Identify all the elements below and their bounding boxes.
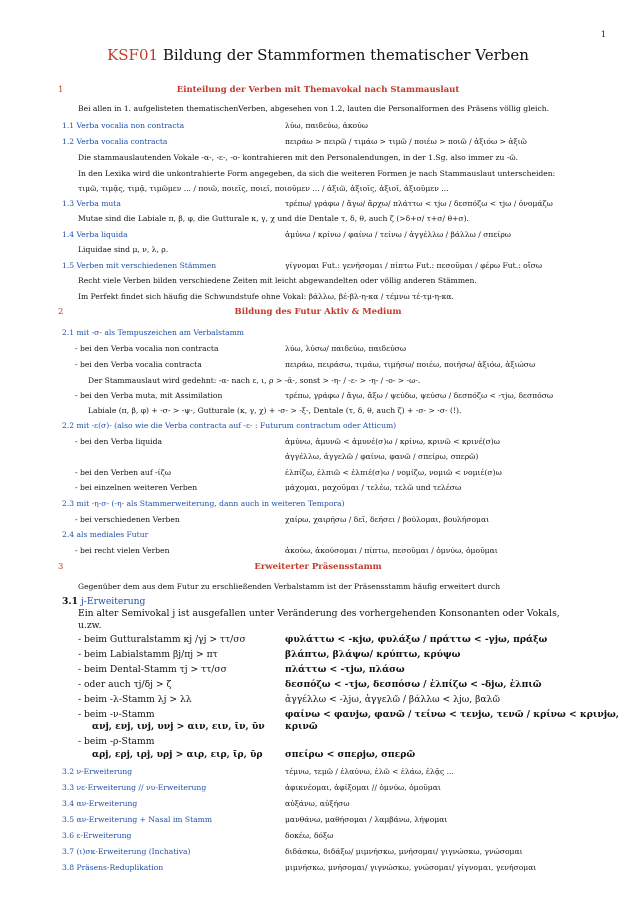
row-2-3a-label: - bei verschiedenen Verben <box>75 515 180 524</box>
section-2-number: 2 <box>58 307 64 317</box>
row-2-2c-label: - bei einzelnen weiteren Verben <box>75 483 198 492</box>
row-1-4-note: Liquidae sind μ, ν, λ, ρ. <box>78 245 169 254</box>
row-2-3-label: 2.3 mit -η-σ- (-η- als Stammerweiterung, dann auch in weiteren Tempora) <box>62 499 345 508</box>
row-3-2-label: 3.2 ν-Erweiterung <box>62 767 133 776</box>
row-2-3a-example: χαίρω, χαιρήσω / δεῖ, δεήσει / βούλομαι, βουλήσομαι <box>285 515 490 524</box>
subsection-3-1-title: j-Erweiterung <box>80 596 146 607</box>
row-3-1d-example: δεσπόζω < -τjω, δεσπόσω / ἐλπίζω < -δjω, ἐλπιῶ <box>285 679 542 690</box>
row-1-2-note-3: τιμῶ, τιμᾷς, τιμᾷ, τιμῶμεν ... / ποιῶ, ποιεῖς, ποιεῖ, ποιοῦμεν ... / ἀξιῶ, ἀξιοῖς, ἀξιοῖ, ἀξιοῦμεν ... <box>78 184 449 193</box>
document-title <box>0 46 636 64</box>
subsection-3-1-number: 3.1 <box>62 596 78 607</box>
row-3-1e-label: - beim -λ-Stamm λj > λλ <box>78 694 192 705</box>
row-3-5-label: 3.5 αν-Erweiterung + Nasal im Stamm <box>62 815 213 824</box>
row-2-1a-example: λύω, λύσω/ παιδεύω, παιδεύσω <box>285 344 407 353</box>
subsection-3-1-desc-2: u.zw. <box>78 620 102 631</box>
row-3-4-example: αὐξάνω, αὐξήσω <box>285 799 350 808</box>
section-3-number: 3 <box>58 562 64 572</box>
row-2-2a-example: ἀμύνω, ἀμυνῶ < ἀμυνέ(σ)ω / κρίνω, κρινῶ < κρινέ(σ)ω <box>285 437 500 446</box>
row-1-5-note-2: Im Perfekt findet sich häufig die Schwundstufe ohne Vokal: βάλλω, βέ-βλ-η-κα / τέμνω τέ-τμ-η-κα. <box>78 292 454 301</box>
row-3-1b-example: βλάπτω, βλάψω/ κρύπτω, κρύψω <box>285 649 461 660</box>
row-3-5-example: μανθάνω, μαθήσομαι / λαμβάνω, λήψομαι <box>285 815 448 824</box>
row-1-3-note: Mutae sind die Labiale π, β, φ, die Gutturale κ, γ, χ und die Dentale τ, δ, θ, auch ζ (>δ+σ/ τ+σ/ θ+σ). <box>78 214 469 223</box>
subsection-3-1-desc-1: Ein alter Semivokal j ist ausgefallen unter Veränderung des vorhergehenden Konsonanten oder Vokals, <box>78 608 560 619</box>
row-3-1c-label: - beim Dental-Stamm τj > ττ/σσ <box>78 664 227 675</box>
row-2-1c-note: Labiale (π, β, φ) + -σ- > -ψ-, Gutturale (κ, γ, χ) + -σ- > -ξ-, Dentale (τ, δ, θ, auch ζ) + -σ- > -σ- (!). <box>88 406 462 415</box>
row-1-4-example: ἀμύνω / κρίνω / φαίνω / τείνω / ἀγγέλλω / βάλλω / σπείρω <box>285 230 511 239</box>
section-1-number: 1 <box>58 85 64 95</box>
row-2-1b-note: Der Stammauslaut wird gedehnt: -α- nach ε, ι, ρ > -ᾱ-, sonst > -η- / -ε- > -η- / -ο- > -ω-. <box>88 376 421 385</box>
row-2-1c-label: - bei den Verba muta, mit Assimilation <box>75 391 223 400</box>
title-text: Bildung der Stammformen thematischer Verben <box>162 46 529 64</box>
row-1-4-label: 1.4 Verba liquida <box>62 230 128 239</box>
row-1-5-example: γίγνομαι Fut.: γενήσομαι / πίπτω Fut.: πεσοῦμαι / φέρω Fut.: οἴσω <box>285 261 543 270</box>
row-1-2-note-1: Die stammauslautenden Vokale -α-, -ε-, -ο- kontrahieren mit den Personalendungen, in der 1.Sg. also immer zu -ῶ. <box>78 153 519 162</box>
row-3-2-example: τέμνω, τεμῶ / ἐλαύνω, ἐλῶ < ἐλάω, ἐλᾷς ... <box>285 767 454 776</box>
section-2-heading: Bildung des Futur Aktiv & Medium <box>234 307 402 317</box>
row-2-2a-example-cont: ἀγγέλλω, ἀγγελῶ / φαίνω, φανῶ / σπείρω, σπερῶ) <box>285 452 479 461</box>
row-1-2-label: 1.2 Verba vocalia contracta <box>62 137 168 146</box>
section-3-heading: Erweiterter Präsensstamm <box>254 562 382 572</box>
row-3-1f-example: φαίνω < φανjω, φανῶ / τείνω < τενjω, τενῶ / κρίνω < κρινjω, <box>285 709 619 720</box>
row-2-2b-example: ἐλπίζω, ἐλπιῶ < ἐλπιέ(σ)ω / νομίζω, νομιῶ < νομιέ(σ)ω <box>285 468 502 477</box>
row-2-2b-label: - bei den Verben auf -ίζω <box>75 468 171 477</box>
title-code: KSF01 <box>107 46 159 64</box>
section-1-intro: Bei allen in 1. aufgelisteten thematischenVerben, abgesehen von 1.2, lauten die Personalformen des Präsens völlig gleich. <box>78 104 550 113</box>
row-3-1c-example: πλάττω < -τjω, πλάσω <box>285 664 405 675</box>
row-2-2c-example: μάχομαι, μαχοῦμαι / τελέω, τελῶ und τελέσω <box>285 483 462 492</box>
row-3-1f-rule: ανj, ενj, ινj, υνj > αιν, ειν, ῑν, ῡν <box>92 721 265 732</box>
row-2-2a-label: - bei den Verba liquida <box>75 437 162 446</box>
row-3-8-example: μιμνήσκω, μνήσομαι/ γιγνώσκω, γνώσομαι/ γίγνομαι, γενήσομαι <box>285 863 537 872</box>
row-3-8-label: 3.8 Präsens-Reduplikation <box>62 863 164 872</box>
page-number: 1 <box>600 30 606 39</box>
row-1-5-note-1: Recht viele Verben bilden verschiedene Zeiten mit leicht abgewandelten oder völlig anderen Stämmen. <box>78 276 477 285</box>
row-3-1a-example: φυλάττω < -κjω, φυλάξω / πράττω < -γjω, πράξω <box>285 634 548 645</box>
row-3-1g-rule: αρj, ερj, ιρj, υρj > αιρ, ειρ, ῑρ, ῡρ <box>92 749 263 760</box>
row-3-1f-label: - beim -ν-Stamm <box>78 709 155 720</box>
row-3-7-example: διδάσκω, διδάξω/ μιμνήσκω, μνήσομαι/ γιγνώσκω, γνώσομαι <box>285 847 523 856</box>
row-1-3-label: 1.3 Verba muta <box>62 199 121 208</box>
row-3-1f-example-cont: κρινῶ <box>285 721 318 732</box>
row-3-4-label: 3.4 αν-Erweiterung <box>62 799 138 808</box>
row-3-1g-example: σπείρω < σπερjω, σπερῶ <box>285 749 416 760</box>
row-2-1c-example: τρέπω, γράφω / ἄγω, ἄξω / ψεύδω, ψεύσω / δεσπόζω < -τjω, δεσπόσω <box>285 391 554 400</box>
row-2-4a-example: ἀκούω, ἀκούσομαι / πίπτω, πεσοῦμαι / ὀμνύω, ὀμοῦμαι <box>285 546 498 555</box>
row-2-4a-label: - bei recht vielen Verben <box>75 546 170 555</box>
row-2-1b-example: πειράω, πειράσω, τιμάω, τιμήσω/ ποιέω, ποιήσω/ ἀξιόω, ἀξιώσω <box>285 360 536 369</box>
row-1-1-label: 1.1 Verba vocalia non contracta <box>62 121 185 130</box>
subsection-3-1-heading <box>62 596 145 607</box>
row-3-1d-label: - oder auch τj/δj > ζ <box>78 679 172 690</box>
row-3-6-example: δοκέω, δόξω <box>285 831 334 840</box>
row-3-1e-example: ἀγγέλλω < -λjω, ἀγγελῶ / βάλλω < λjω, βαλῶ <box>285 694 500 705</box>
row-3-3-label: 3.3 νε-Erweiterung // νυ-Erweiterung <box>62 783 207 792</box>
row-2-1-label: 2.1 mit -σ- als Tempuszeichen am Verbalstamm <box>62 328 245 337</box>
row-1-2-example: πειράω > πειρῶ / τιμάω > τιμῶ / ποιέω > ποιῶ / ἀξιόω > ἀξιῶ <box>285 137 527 146</box>
row-3-1g-label: - beim -ρ-Stamm <box>78 736 155 747</box>
section-3-intro: Gegenüber dem aus dem Futur zu erschließenden Verbalstamm ist der Präsensstamm häufig erweitert durch <box>78 582 501 591</box>
row-1-2-note-2: In den Lexika wird die unkontrahierte Form angegeben, da sich die weiteren Formen je nach Stammauslaut unterscheiden: <box>78 169 556 178</box>
row-2-4-label: 2.4 als mediales Futur <box>62 530 149 539</box>
row-1-5-label: 1.5 Verben mit verschiedenen Stämmen <box>62 261 217 270</box>
row-2-1a-label: - bei den Verba vocalia non contracta <box>75 344 219 353</box>
row-2-2-label: 2.2 mit -ε(σ)- (also wie die Verba contracta auf -ε- : Futurum contractum oder Atticum) <box>62 421 397 430</box>
row-3-7-label: 3.7 (ι)σκ-Erweiterung (Inchativa) <box>62 847 191 856</box>
row-1-3-example: τρέπω/ γράφω / ἄγω/ ἄρχω/ πλάττω < τjω / δεσπόζω < τjω / ὀνομάζω <box>285 199 553 208</box>
row-3-3-example: ἀφικνέομαι, ἀφίξομαι // ὀμνύω, ὀμοῦμαι <box>285 783 441 792</box>
row-3-6-label: 3.6 ε-Erweiterung <box>62 831 132 840</box>
row-1-1-example: λύω, παιδεύω, ἀκούω <box>285 121 368 130</box>
row-2-1b-label: - bei den Verba vocalia contracta <box>75 360 202 369</box>
section-1-heading: Einteilung der Verben mit Themavokal nach Stammauslaut <box>176 85 460 95</box>
row-3-1b-label: - beim Labialstamm βj/πj > πτ <box>78 649 218 660</box>
row-3-1a-label: - beim Gutturalstamm κj /γj > ττ/σσ <box>78 634 246 645</box>
